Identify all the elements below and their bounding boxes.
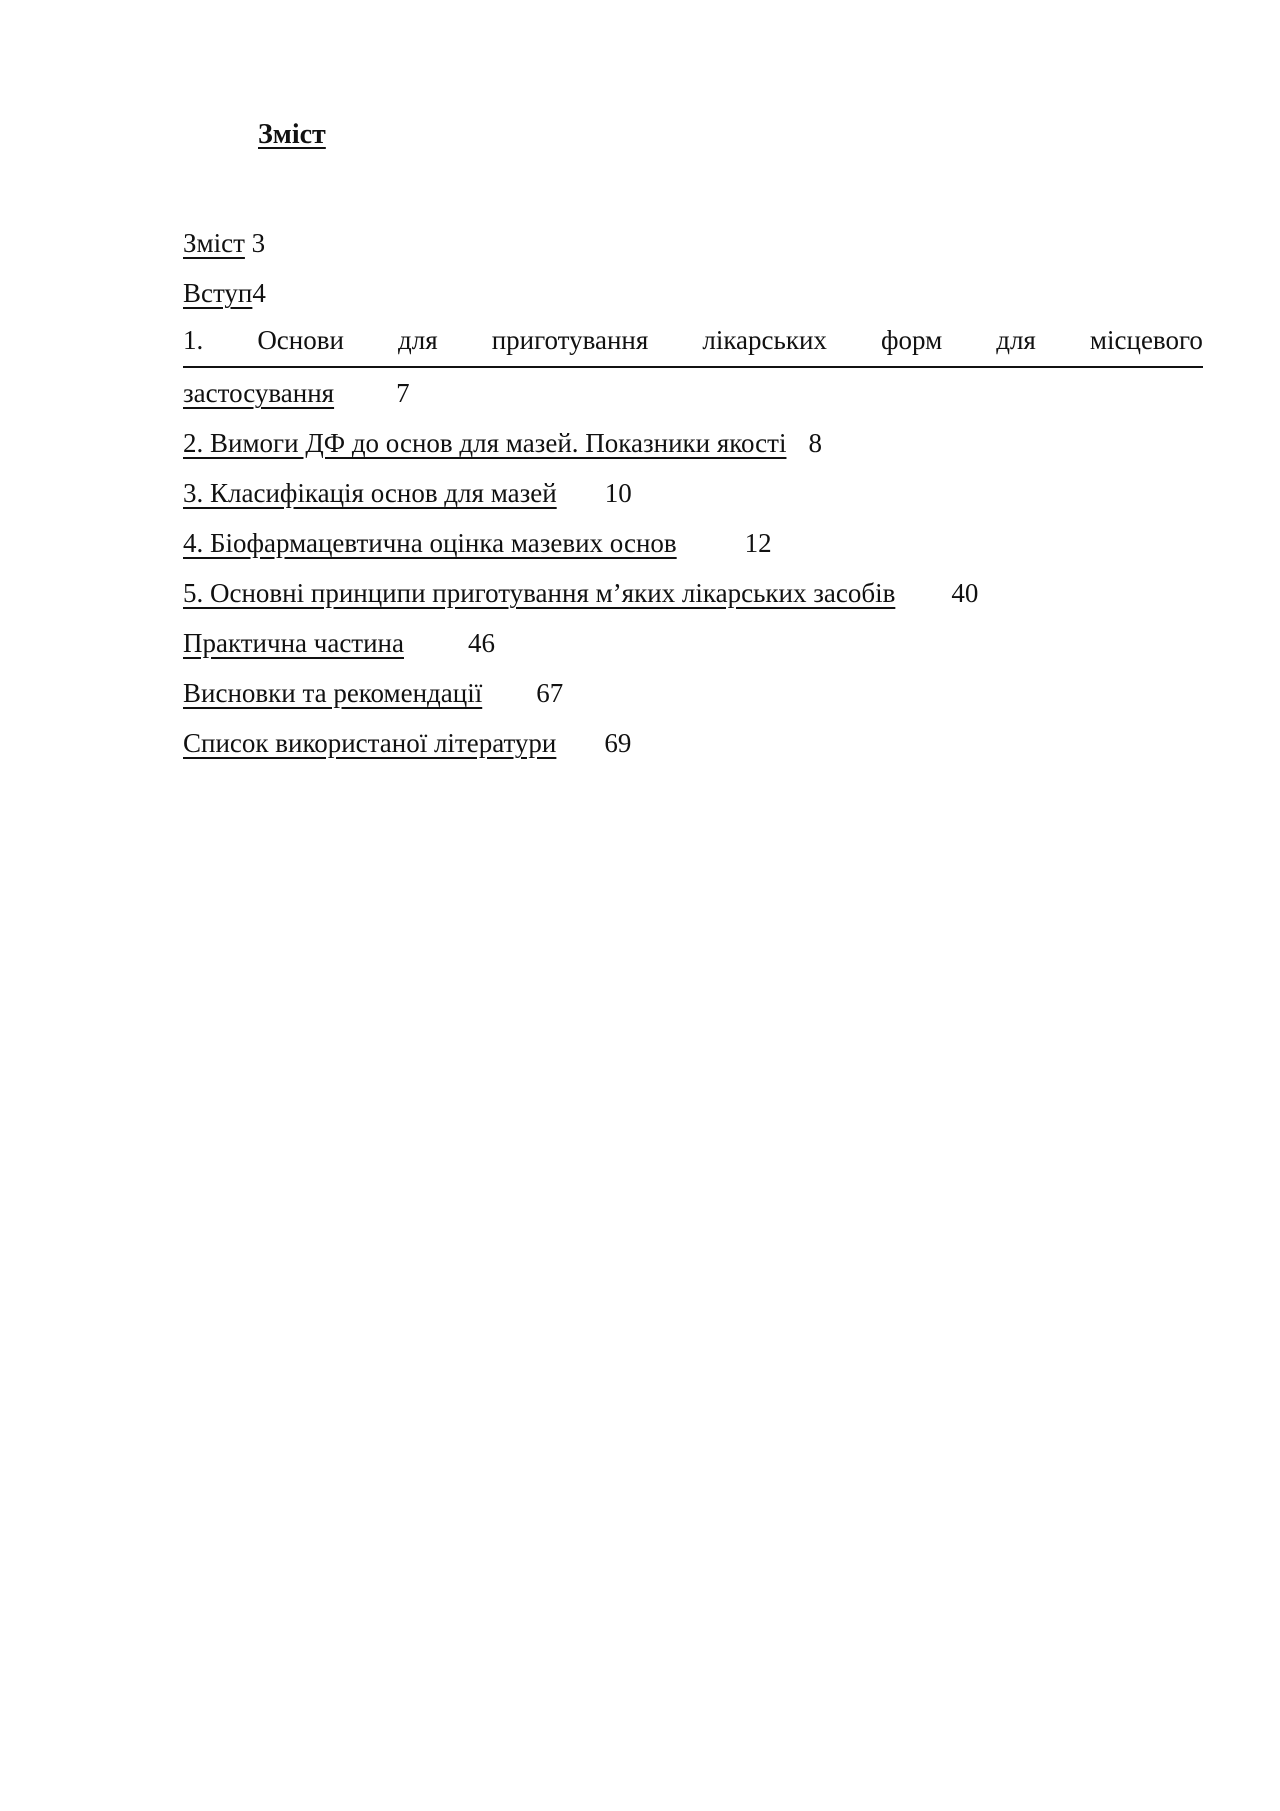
page-title: Зміст xyxy=(258,119,326,150)
toc-word: приготування xyxy=(491,325,649,355)
toc-word: 1. xyxy=(183,325,204,355)
toc-entry-section-3 xyxy=(183,468,1203,518)
toc-page-number: 3 xyxy=(251,228,266,258)
toc-entry-section-1[interactable] xyxy=(183,318,1203,418)
toc-link[interactable]: Практична частина xyxy=(183,628,404,658)
toc-page-number: 69 xyxy=(604,728,632,758)
toc-link[interactable]: 2. Вимоги ДФ до основ для мазей. Показники якості xyxy=(183,428,787,458)
toc-link[interactable]: 3. Класифікація основ для мазей xyxy=(183,478,557,508)
table-of-contents xyxy=(183,218,1203,768)
toc-link[interactable]: Вступ xyxy=(183,278,253,308)
toc-link-line2 xyxy=(183,368,1203,418)
toc-gap xyxy=(245,228,252,258)
toc-link[interactable]: Зміст xyxy=(183,228,245,258)
toc-entry-section-4 xyxy=(183,518,1203,568)
toc-link[interactable]: застосування xyxy=(183,378,335,408)
toc-entry-practical xyxy=(183,618,1203,668)
toc-entry-contents xyxy=(183,218,1203,268)
toc-word: Основи xyxy=(257,325,344,355)
toc-link[interactable]: 5. Основні принципи приготування м’яких лікарських засобів xyxy=(183,578,896,608)
toc-page-number: 8 xyxy=(808,428,822,458)
toc-entry-section-2 xyxy=(183,418,1203,468)
toc-entry-section-5 xyxy=(183,568,1203,618)
toc-entry-introduction xyxy=(183,268,1203,318)
toc-page-number: 7 xyxy=(396,378,410,408)
toc-link-line1[interactable] xyxy=(183,318,1203,368)
toc-word: для xyxy=(996,325,1036,355)
toc-entry-conclusions xyxy=(183,668,1203,718)
toc-page-number: 4 xyxy=(252,278,266,308)
toc-word: лікарських xyxy=(702,325,827,355)
toc-entry-references xyxy=(183,718,1203,768)
toc-page-number: 12 xyxy=(744,528,772,558)
toc-page-number: 10 xyxy=(604,478,632,508)
toc-link[interactable]: Список використаної літератури xyxy=(183,728,557,758)
toc-link[interactable]: Висновки та рекомендації xyxy=(183,678,483,708)
toc-page-number: 46 xyxy=(467,628,495,658)
toc-page-number: 67 xyxy=(536,678,564,708)
toc-page-number: 40 xyxy=(951,578,979,608)
toc-word: місцевого xyxy=(1089,325,1203,355)
toc-link[interactable]: 4. Біофармацевтична оцінка мазевих основ xyxy=(183,528,677,558)
toc-word: форм xyxy=(880,325,943,355)
toc-word: для xyxy=(398,325,438,355)
